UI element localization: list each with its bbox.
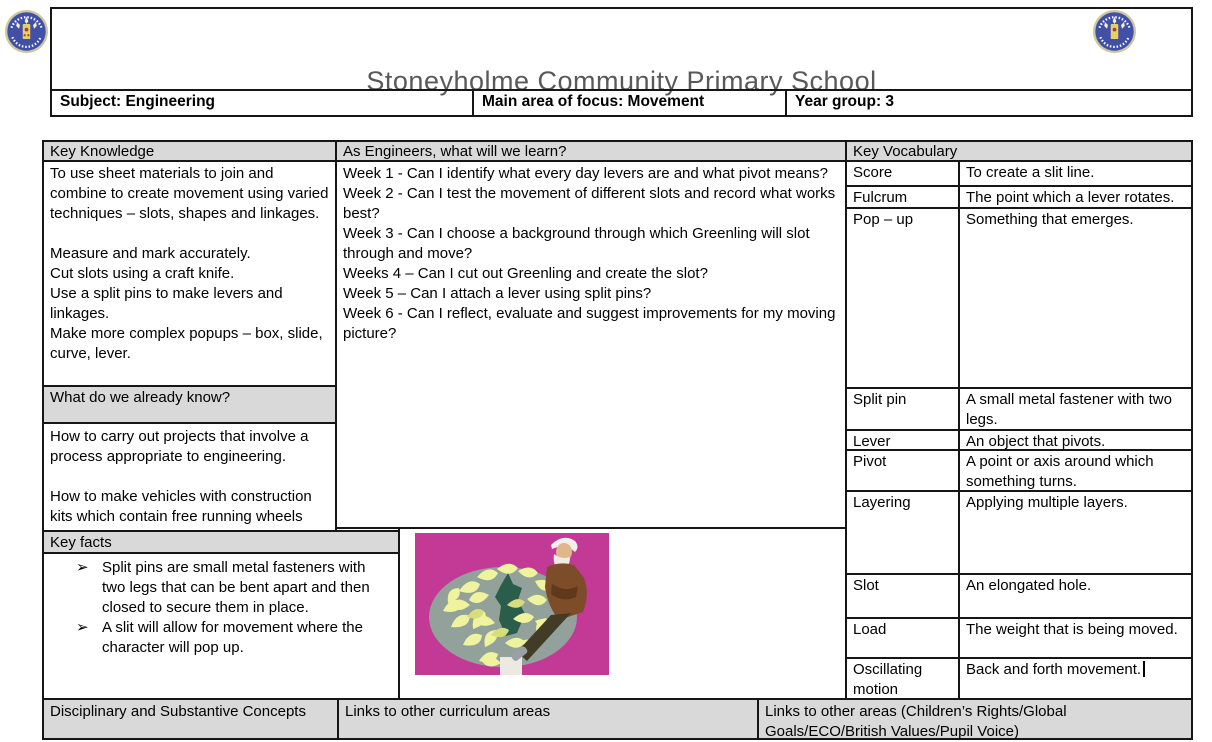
footer-other-links-cell: Links to other areas (Children’s Rights/Global Goals/ECO/British Values/Pupil Voice): [757, 698, 1193, 740]
vocabulary-table: [845, 140, 1193, 700]
vocabulary-heading: Key Vocabulary: [845, 140, 1193, 162]
vocab-definition: Back and forth movement.: [958, 657, 1193, 700]
key-knowledge-line: Measure and mark accurately.: [50, 245, 251, 262]
week-question: Week 5 – Can I attach a lever using split pins?: [343, 285, 652, 302]
vocab-row: [845, 429, 1193, 451]
subject-cell: Subject: Engineering: [60, 93, 216, 110]
key-fact-text: Split pins are small metal fasteners with two legs that can be bent apart and then closed to secure them in place.: [102, 559, 370, 616]
key-knowledge-line: Make more complex popups – box, slide, curve, lever.: [50, 325, 323, 362]
focus-cell: Main area of focus: Movement: [472, 91, 785, 115]
vocab-term: Pop – up: [845, 207, 960, 389]
vocab-definition: To create a slit line.: [958, 160, 1193, 187]
key-facts-body: [42, 552, 400, 700]
vocab-definition: Applying multiple layers.: [958, 490, 1193, 575]
year-group-cell: Year group: 3: [785, 91, 1191, 115]
school-crest-logo: [4, 9, 49, 54]
week-question: Week 6 - Can I reflect, evaluate and suggest improvements for my moving picture?: [343, 305, 836, 342]
already-know-line: How to make vehicles with construction kits which contain free running wheels: [50, 488, 312, 525]
vocab-definition: A point or axis around which something turns.: [958, 449, 1193, 492]
key-fact-item: [76, 558, 390, 618]
key-knowledge-line: Use a split pins to make levers and linkages.: [50, 285, 283, 322]
learning-body: [335, 160, 847, 529]
vocab-term: Layering: [845, 490, 960, 575]
vocab-definition: Something that emerges.: [958, 207, 1193, 389]
key-fact-text: A slit will allow for movement where the character will pop up.: [102, 619, 363, 656]
document-header: [50, 7, 1193, 117]
vocab-row: [845, 617, 1193, 659]
vocab-definition: The weight that is being moved.: [958, 617, 1193, 659]
already-know-line: [50, 467, 329, 487]
key-knowledge-line: To use sheet materials to join and combine to create movement using varied techniques – slots, shapes and linkages.: [50, 165, 329, 222]
vocab-term: Load: [845, 617, 960, 659]
week-question: Weeks 4 – Can I cut out Greenling and create the slot?: [343, 265, 708, 282]
already-know-line: How to carry out projects that involve a process appropriate to engineering.: [50, 428, 309, 465]
vocab-term: Lever: [845, 429, 960, 451]
arrow-bullet-icon: ➢: [76, 559, 89, 576]
vocab-row: [845, 185, 1193, 209]
vocab-term: Fulcrum: [845, 185, 960, 209]
vocab-row: [845, 490, 1193, 575]
vocab-row: [845, 207, 1193, 389]
vocab-term: Split pin: [845, 387, 960, 431]
vocab-term: Score: [845, 160, 960, 187]
key-facts-heading: Key facts: [42, 530, 400, 554]
vocab-definition: The point which a lever rotates.: [958, 185, 1193, 209]
vocab-term: Oscillating motion: [845, 657, 960, 700]
week-question: Week 3 - Can I choose a background through which Greenling will slot through and move?: [343, 225, 810, 262]
meta-row: [52, 89, 1191, 115]
vocab-definition: An object that pivots.: [958, 429, 1193, 451]
week-question: Week 1 - Can I identify what every day levers are and what pivot means?: [343, 165, 828, 182]
vocab-row: [845, 449, 1193, 492]
photo-cell: [398, 527, 847, 700]
greenling-pop-up-craft-photo: [415, 533, 609, 675]
vocab-term: Pivot: [845, 449, 960, 492]
key-knowledge-heading: Key Knowledge: [42, 140, 337, 162]
key-knowledge-line: Cut slots using a craft knife.: [50, 265, 235, 282]
already-know-body: [42, 422, 337, 532]
key-fact-item: [76, 618, 390, 658]
key-knowledge-line: [50, 224, 329, 244]
vocab-row: [845, 657, 1193, 700]
text-cursor: [1143, 661, 1145, 677]
key-knowledge-body: [42, 160, 337, 387]
vocab-definition: A small metal fastener with two legs.: [958, 387, 1193, 431]
vocab-row: [845, 387, 1193, 431]
vocab-definition: An elongated hole.: [958, 573, 1193, 619]
page-title: Stoneyholme Community Primary School: [366, 66, 877, 96]
arrow-bullet-icon: ➢: [76, 619, 89, 636]
vocab-term: Slot: [845, 573, 960, 619]
footer-curriculum-links-cell: Links to other curriculum areas: [337, 698, 759, 740]
footer-concepts-cell: Disciplinary and Substantive Concepts: [42, 698, 339, 740]
vocab-row: [845, 160, 1193, 187]
already-know-heading: What do we already know?: [42, 385, 337, 424]
vocab-row: [845, 573, 1193, 619]
learning-heading: As Engineers, what will we learn?: [335, 140, 847, 162]
week-question: Week 2 - Can I test the movement of different slots and record what works best?: [343, 185, 836, 222]
